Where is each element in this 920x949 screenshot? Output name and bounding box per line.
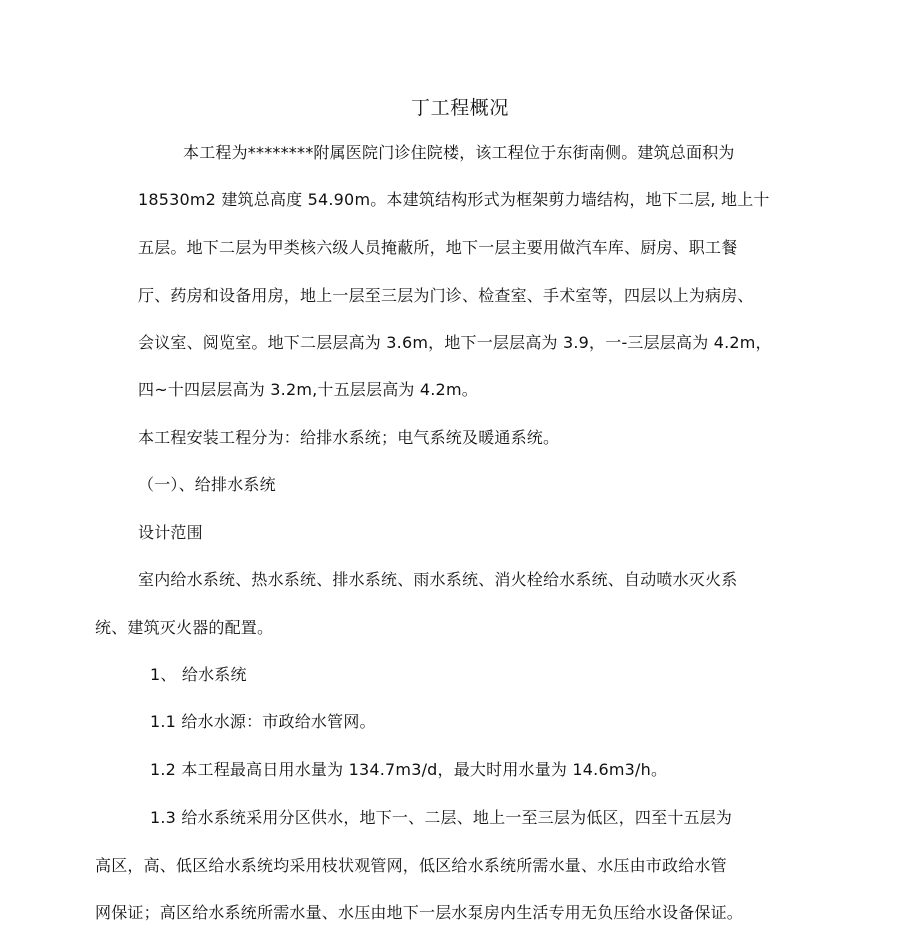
paragraph-line: 统、建筑灭火器的配置。 bbox=[95, 618, 274, 637]
paragraph-line: 会议室、阅览室。地下二层层高为 3.6m，地下一层层高为 3.9，一-三层层高为 4.2m， bbox=[138, 333, 772, 352]
paragraph-line: 室内给水系统、热水系统、排水系统、雨水系统、消火栓给水系统、自动喷水灭火系 bbox=[138, 570, 738, 589]
paragraph-line: 网保证；高区给水系统所需水量、水压由地下一层水泵房内生活专用无负压给水设备保证。 bbox=[95, 903, 744, 922]
paragraph-line: 四~十四层层高为 3.2m,十五层层高为 4.2m。 bbox=[138, 380, 478, 399]
paragraph-line: 本工程为********附属医院门诊住院楼，该工程位于东街南侧。建筑总面积为 bbox=[183, 143, 735, 162]
numbered-item: 1.2 本工程最高日用水量为 134.7m3/d，最大时用水量为 14.6m3/h。 bbox=[150, 760, 668, 779]
paragraph-line: 18530m2 建筑总高度 54.90m。本建筑结构形式为框架剪力墙结构，地下二层, 地上十 bbox=[138, 190, 770, 209]
section-heading: （一）、给排水系统 bbox=[138, 475, 276, 494]
paragraph-line: 五层。地下二层为甲类核六级人员掩蔽所，地下一层主要用做汽车库、厨房、职工餐 bbox=[138, 238, 738, 257]
numbered-heading: 1、 给水系统 bbox=[150, 665, 247, 684]
section-intro: 本工程安装工程分为：给排水系统；电气系统及暖通系统。 bbox=[138, 428, 560, 447]
subsection-heading: 设计范围 bbox=[138, 523, 203, 542]
numbered-item: 1.3 给水系统采用分区供水，地下一、二层、地上一至三层为低区，四至十五层为 bbox=[150, 808, 733, 827]
paragraph-line: 厅、药房和设备用房，地上一层至三层为门诊、检查室、手术室等，四层以上为病房、 bbox=[138, 286, 754, 305]
paragraph-line: 高区，高、低区给水系统均采用枝状观管网，低区给水系统所需水量、水压由市政给水管 bbox=[95, 856, 727, 875]
numbered-item: 1.1 给水水源：市政给水管网。 bbox=[150, 712, 376, 731]
document-title: 丁工程概况 bbox=[411, 97, 510, 119]
